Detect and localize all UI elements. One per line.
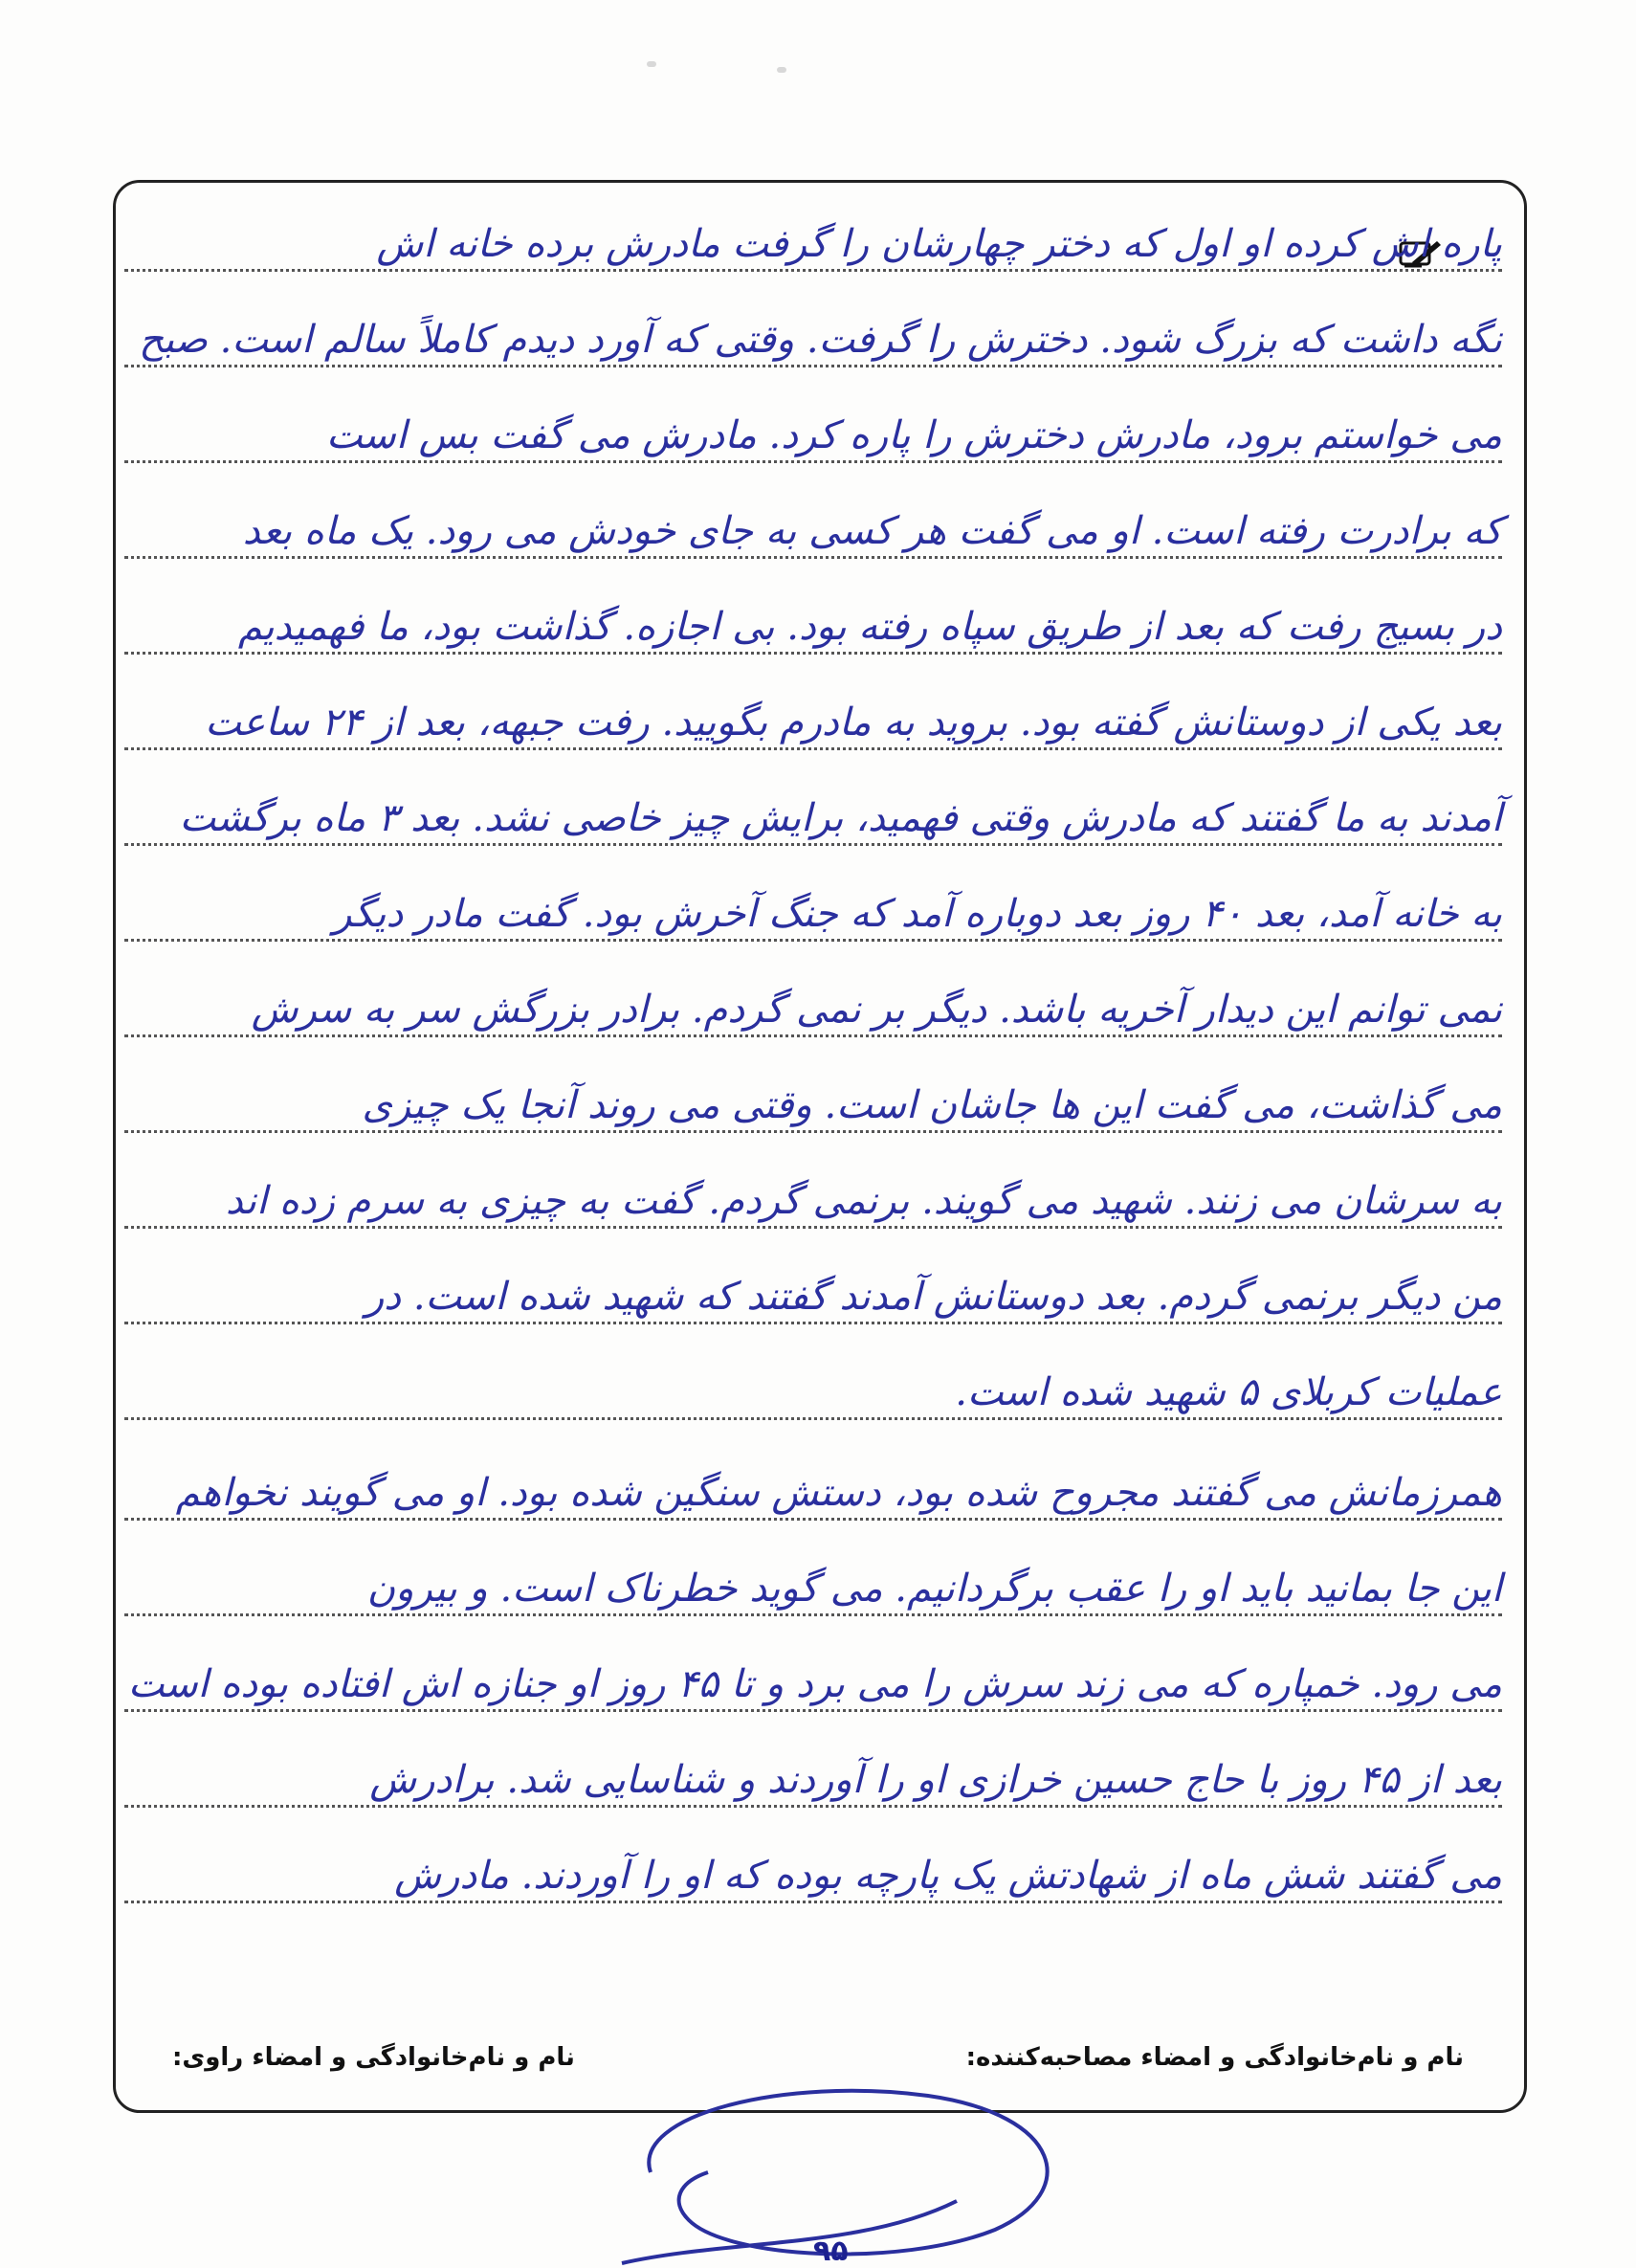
dotted-rule xyxy=(124,1130,1502,1133)
handwritten-text: نمی توانم این دیدار آخریه باشد. دیگر بر نمی گردم. برادر بزرگش سر به سرش xyxy=(251,988,1502,1032)
handwritten-text: که برادرت رفته است. او می گفت هر کسی به جای خودش می رود. یک ماه بعد xyxy=(242,509,1502,553)
handwritten-line xyxy=(124,957,1502,1049)
handwritten-line xyxy=(124,1632,1502,1723)
dotted-rule xyxy=(124,843,1502,846)
handwritten-text: آمدند به ما گفتند که مادرش وقتی فهمید، برایش چیز خاصی نشد. بعد ۳ ماه برگشت xyxy=(179,796,1502,840)
handwritten-text: پاره اش کرده او اول که دختر چهارشان را گرفت مادرش برده خانه اش xyxy=(376,222,1502,266)
handwritten-text: می رود. خمپاره که می زند سرش را می برد و تا ۴۵ روز او جنازه اش افتاده بوده است xyxy=(127,1662,1502,1706)
dotted-rule xyxy=(124,1805,1502,1808)
handwritten-line xyxy=(124,670,1502,762)
handwritten-text: به خانه آمد، بعد ۴۰ روز بعد دوباره آمد که جنگ آخرش بود. گفت مادر دیگر xyxy=(333,892,1502,936)
handwritten-text: در بسیج رفت که بعد از طریق سپاه رفته بود. بی اجازه. گذاشت بود، ما فهمیدیم xyxy=(237,605,1502,649)
handwritten-text: می گذاشت، می گفت این ها جاشان است. وقتی می روند آنجا یک چیزی xyxy=(362,1083,1502,1127)
handwritten-line xyxy=(124,1244,1502,1336)
dotted-rule xyxy=(124,1322,1502,1324)
handwritten-text: می گفتند شش ماه از شهادتش یک پارچه بوده که او را آوردند. مادرش xyxy=(394,1854,1502,1898)
handwritten-line xyxy=(124,478,1502,570)
handwritten-text: من دیگر برنمی گردم. بعد دوستانش آمدند گفتند که شهید شده است. در xyxy=(365,1275,1502,1319)
handwritten-line xyxy=(124,287,1502,379)
handwritten-text: به سرشان می زنند. شهید می گویند. برنمی گردم. گفت به چیزی به سرم زده اند xyxy=(225,1179,1502,1223)
interviewer-signature-label: نام و نام‌خانوادگی و امضاء مصاحبه‌کننده: xyxy=(965,2043,1464,2072)
handwritten-line xyxy=(124,383,1502,475)
dotted-rule xyxy=(124,365,1502,367)
handwritten-line xyxy=(124,1536,1502,1628)
handwritten-text: عملیات کربلای ۵ شهید شده است. xyxy=(955,1370,1502,1414)
handwritten-line xyxy=(124,861,1502,953)
handwritten-text: نگه داشت که بزرگ شود. دخترش را گرفت. وقتی که آورد دیدم کاملاً سالم است. صبح xyxy=(139,318,1502,362)
signature-scribble-icon xyxy=(612,2057,1110,2268)
dotted-rule xyxy=(124,1034,1502,1037)
dotted-rule xyxy=(124,652,1502,655)
handwritten-text: بعد یکی از دوستانش گفته بود. بروید به مادرم بگویید. رفت جبهه، بعد از ۲۴ ساعت xyxy=(205,700,1502,745)
dotted-rule xyxy=(124,1417,1502,1420)
dotted-rule xyxy=(124,1518,1502,1521)
handwritten-line xyxy=(124,1053,1502,1145)
dotted-rule xyxy=(124,269,1502,272)
punch-hole-mark xyxy=(647,61,656,67)
dotted-rule xyxy=(124,556,1502,559)
dotted-rule xyxy=(124,1901,1502,1903)
dotted-rule xyxy=(124,747,1502,750)
handwritten-line xyxy=(124,1148,1502,1240)
handwritten-line xyxy=(124,766,1502,857)
handwritten-text: همرزمانش می گفتند مجروح شده بود، دستش سنگین شده بود. او می گویند نخواهم xyxy=(175,1471,1502,1515)
dotted-rule xyxy=(124,1226,1502,1229)
handwritten-line xyxy=(124,191,1502,283)
narrator-signature-label: نام و نام‌خانوادگی و امضاء راوی: xyxy=(172,2043,575,2072)
handwritten-text: می خواستم برود، مادرش دخترش را پاره کرد. مادرش می گفت بس است xyxy=(326,413,1502,457)
dotted-rule xyxy=(124,1613,1502,1616)
handwritten-text: این جا بمانید باید او را عقب برگردانیم. می گوید خطرناک است. و بیرون xyxy=(366,1567,1502,1611)
handwritten-line xyxy=(124,574,1502,666)
dotted-rule xyxy=(124,939,1502,942)
dotted-rule xyxy=(124,1709,1502,1712)
page-number: ۹۵ xyxy=(813,2235,849,2268)
punch-hole-mark xyxy=(777,67,786,73)
handwritten-line xyxy=(124,1727,1502,1819)
handwritten-text: بعد از ۴۵ روز با حاج حسین خرازی او را آوردند و شناسایی شد. برادرش xyxy=(369,1758,1502,1802)
handwritten-line xyxy=(124,1440,1502,1532)
dotted-rule xyxy=(124,460,1502,463)
handwritten-line xyxy=(124,1823,1502,1915)
handwritten-line xyxy=(124,1340,1502,1432)
